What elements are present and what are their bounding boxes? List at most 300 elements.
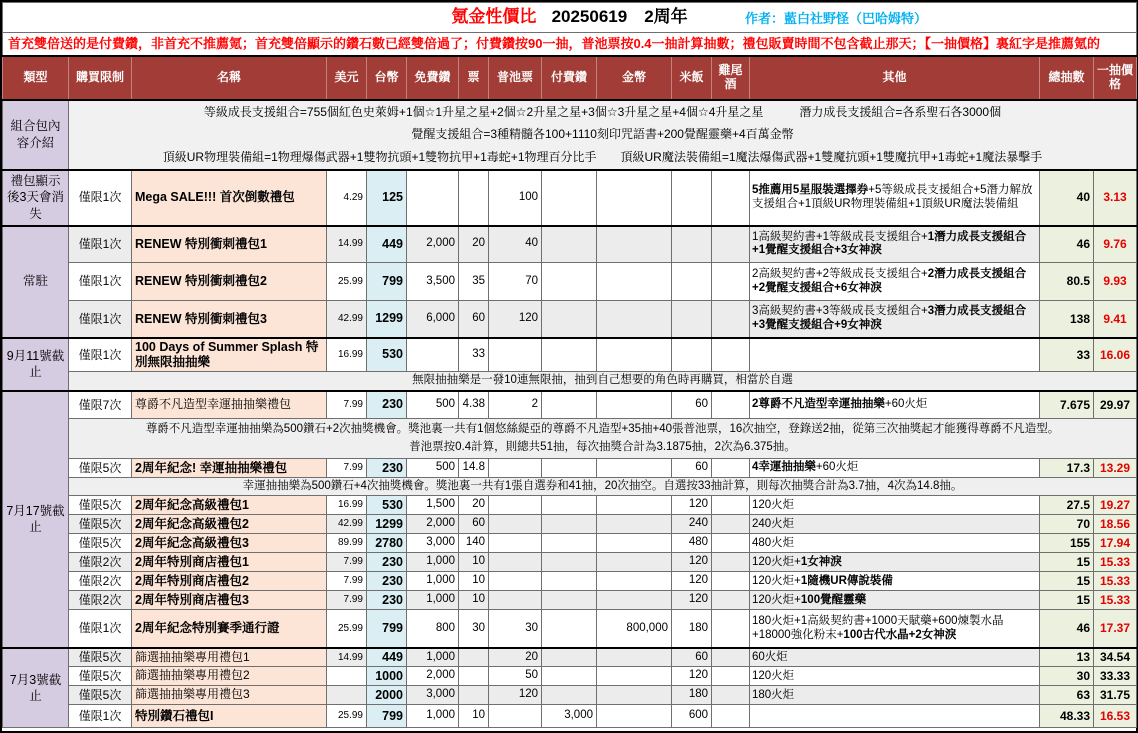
cell-limit: 僅限5次: [69, 459, 132, 478]
cell-cocktail: [712, 667, 750, 686]
cell-total-pulls: 63: [1040, 686, 1094, 705]
note-text: [69, 419, 1137, 459]
cell-cocktail: [712, 515, 750, 534]
note-line: 尊爵不凡造型幸運抽抽樂為500鑽石+2次抽獎機會。獎池裏一共有1個悠絲緹亞的尊爵不凡造型+35抽+40張普池票，16次抽空，登錄送2抽，從第三次抽獎起才能獲得尊爵不凡造型。: [145, 423, 1060, 436]
cell-total-pulls: 40: [1040, 170, 1094, 226]
cell-total-pulls: 138: [1040, 301, 1094, 338]
cell-rice: 120: [672, 572, 712, 591]
page-title: 氪金性價比: [451, 7, 537, 27]
cell-other: 120火炬+100覺醒靈藥: [750, 591, 1040, 610]
cell-ticket: 30: [459, 610, 489, 648]
cell-price-per-pull: 15.33: [1094, 591, 1137, 610]
combo-pack-intro: [69, 100, 1137, 170]
cell-ticket: [459, 686, 489, 705]
cell-cocktail: [712, 263, 750, 301]
cell-pool-ticket: [489, 591, 542, 610]
cell-pool-ticket: 50: [489, 667, 542, 686]
cell-paid-diamond: [542, 553, 597, 572]
cell-name: 篩選抽抽樂專用禮包3: [132, 686, 327, 705]
cell-limit: 僅限7次: [69, 391, 132, 419]
cell-limit: 僅限5次: [69, 534, 132, 553]
section-intro-label: 組合包內容介紹: [3, 100, 69, 170]
cell-limit: 僅限5次: [69, 496, 132, 515]
cell-free-diamond: 1,000: [407, 591, 459, 610]
table-row: [3, 572, 1137, 591]
cell-twd: 1299: [367, 515, 407, 534]
cell-rice: 240: [672, 515, 712, 534]
cell-other: 120火炬: [750, 667, 1040, 686]
cell-rice: 60: [672, 459, 712, 478]
cell-twd: 230: [367, 459, 407, 478]
cell-gold: [597, 667, 672, 686]
cell-rice: 60: [672, 648, 712, 667]
cell-paid-diamond: [542, 226, 597, 263]
cell-twd: 230: [367, 591, 407, 610]
cell-price-per-pull: 17.94: [1094, 534, 1137, 553]
cell-free-diamond: 800: [407, 610, 459, 648]
cell-cocktail: [712, 572, 750, 591]
cell-limit: 僅限2次: [69, 553, 132, 572]
cell-usd: 89.99: [327, 534, 367, 553]
cell-name: 尊爵不凡造型幸運抽抽樂禮包: [132, 391, 327, 419]
section-label: 7月3號截止: [3, 648, 69, 728]
cell-total-pulls: 13: [1040, 648, 1094, 667]
cell-free-diamond: 2,000: [407, 226, 459, 263]
header-total-pulls: 總抽數: [1040, 56, 1094, 100]
cell-free-diamond: 3,500: [407, 263, 459, 301]
table-row: [3, 553, 1137, 572]
note-row: [3, 372, 1137, 391]
header-cocktail: 雞尾酒: [712, 56, 750, 100]
table-row: [3, 226, 1137, 263]
cell-rice: 180: [672, 610, 712, 648]
cell-paid-diamond: 3,000: [542, 705, 597, 728]
cell-rice: 600: [672, 705, 712, 728]
cell-ticket: 10: [459, 705, 489, 728]
cell-rice: [672, 338, 712, 372]
table-row: [3, 705, 1137, 728]
cell-gold: [597, 301, 672, 338]
cell-pool-ticket: [489, 459, 542, 478]
table-row: [3, 391, 1137, 419]
cell-ticket: 10: [459, 591, 489, 610]
cell-cocktail: [712, 170, 750, 226]
cell-limit: 僅限2次: [69, 591, 132, 610]
table-row: [3, 648, 1137, 667]
cell-rice: 120: [672, 496, 712, 515]
cell-ticket: 20: [459, 226, 489, 263]
cell-name: 2周年紀念特別賽季通行證: [132, 610, 327, 648]
cell-price-per-pull: 3.13: [1094, 170, 1137, 226]
cell-pool-ticket: 100: [489, 170, 542, 226]
cell-twd: 799: [367, 610, 407, 648]
cell-gold: [597, 391, 672, 419]
cell-gold: [597, 648, 672, 667]
header-rice: 米飯: [672, 56, 712, 100]
cell-name: 2周年紀念高級禮包3: [132, 534, 327, 553]
cell-usd: 42.99: [327, 515, 367, 534]
cell-other: 60火炬: [750, 648, 1040, 667]
cell-other: 240火炬: [750, 515, 1040, 534]
cell-other: 180火炬: [750, 686, 1040, 705]
cell-limit: 僅限5次: [69, 648, 132, 667]
cell-paid-diamond: [542, 572, 597, 591]
cell-rice: 480: [672, 534, 712, 553]
table-row: [3, 515, 1137, 534]
cell-gold: [597, 705, 672, 728]
cell-ticket: 35: [459, 263, 489, 301]
cell-price-per-pull: 9.76: [1094, 226, 1137, 263]
cell-name: 2周年紀念! 幸運抽抽樂禮包: [132, 459, 327, 478]
cell-total-pulls: 70: [1040, 515, 1094, 534]
cell-name: 100 Days of Summer Splash 特別無限抽抽樂: [132, 338, 327, 372]
note-row: [3, 478, 1137, 496]
cell-price-per-pull: 15.33: [1094, 572, 1137, 591]
cell-gold: [597, 226, 672, 263]
notice-text: 首充雙倍送的是付費鑽，非首充不推薦氪；首充雙倍顯示的鑽石數已經雙倍過了；付費鑽按90一抽，普池票按0.4一抽計算抽數；禮包販賣時間不包含截止那天；【一抽價格】裏紅字是推薦氪的: [3, 33, 1137, 56]
cell-ticket: 10: [459, 553, 489, 572]
cell-total-pulls: 48.33: [1040, 705, 1094, 728]
cell-rice: [672, 170, 712, 226]
cell-gold: [597, 459, 672, 478]
cell-paid-diamond: [542, 391, 597, 419]
table-row: [3, 686, 1137, 705]
intro-line: 等級成長支援組合=755個紅色史萊姆+1個☆1升星之星+2個☆2升星之星+3個☆3升星之星+4個☆4升星之星 潛力成長支援組合=各系聖石各3000個: [203, 105, 1002, 120]
cell-total-pulls: 17.3: [1040, 459, 1094, 478]
cell-total-pulls: 80.5: [1040, 263, 1094, 301]
title-bar: [3, 3, 1137, 33]
cell-other: 3高級契約書+3等級成長支援組合+3潛力成長支援組合+3覺醒支援組合+9女神淚: [750, 301, 1040, 338]
cell-free-diamond: 1,500: [407, 496, 459, 515]
cell-other: 480火炬: [750, 534, 1040, 553]
cell-twd: 449: [367, 226, 407, 263]
header-twd: 台幣: [367, 56, 407, 100]
table-row: [3, 301, 1137, 338]
cell-price-per-pull: 15.33: [1094, 553, 1137, 572]
intro-line: 覺醒支援組合=3種精髓各100+1110刻印咒語書+200覺醒靈藥+4百萬金幣: [411, 127, 794, 142]
table-row: [3, 496, 1137, 515]
cell-gold: [597, 515, 672, 534]
cell-pool-ticket: 40: [489, 226, 542, 263]
note-text: 無限抽抽樂是一發10連無限抽，抽到自己想要的角色時再購買，相當於自選: [69, 372, 1137, 391]
cell-limit: 僅限1次: [69, 338, 132, 372]
cell-price-per-pull: 13.29: [1094, 459, 1137, 478]
cell-pool-ticket: 120: [489, 686, 542, 705]
cell-twd: 2000: [367, 686, 407, 705]
cell-cocktail: [712, 459, 750, 478]
cell-other: 120火炬+1女神淚: [750, 553, 1040, 572]
cell-cocktail: [712, 591, 750, 610]
cell-ticket: 10: [459, 572, 489, 591]
cell-cocktail: [712, 534, 750, 553]
cell-paid-diamond: [542, 496, 597, 515]
cell-rice: 180: [672, 686, 712, 705]
cell-pool-ticket: 2: [489, 391, 542, 419]
cell-ticket: 4.38: [459, 391, 489, 419]
cell-other: 2尊爵不凡造型幸運抽抽樂+60火炬: [750, 391, 1040, 419]
cell-ticket: 20: [459, 496, 489, 515]
cell-paid-diamond: [542, 686, 597, 705]
cell-usd: 16.99: [327, 338, 367, 372]
cell-total-pulls: 7.675: [1040, 391, 1094, 419]
cell-gold: [597, 686, 672, 705]
section-label: 9月11號截止: [3, 338, 69, 391]
cell-rice: 120: [672, 591, 712, 610]
header-pool-ticket: 普池票: [489, 56, 542, 100]
cell-paid-diamond: [542, 459, 597, 478]
note-line: 普池票按0.4計算，則總共51抽，每次抽獎合計為3.1875抽，2次為6.375抽。: [409, 440, 796, 453]
cell-usd: 25.99: [327, 263, 367, 301]
cell-other: 2高級契約書+2等級成長支援組合+2潛力成長支援組合+2覺醒支援組合+6女神淚: [750, 263, 1040, 301]
cell-twd: 230: [367, 553, 407, 572]
cell-total-pulls: 33: [1040, 338, 1094, 372]
table-row: [3, 263, 1137, 301]
cell-usd: 14.99: [327, 648, 367, 667]
cell-price-per-pull: 34.54: [1094, 648, 1137, 667]
section-label: 7月17號截止: [3, 391, 69, 648]
cell-paid-diamond: [542, 170, 597, 226]
cell-other: 4幸運抽抽樂+60火炬: [750, 459, 1040, 478]
cell-free-diamond: 1,000: [407, 572, 459, 591]
cell-pool-ticket: [489, 496, 542, 515]
cell-limit: 僅限2次: [69, 572, 132, 591]
cell-twd: 530: [367, 496, 407, 515]
cell-free-diamond: 1,000: [407, 705, 459, 728]
cell-gold: 800,000: [597, 610, 672, 648]
cell-name: RENEW 特別衝刺禮包3: [132, 301, 327, 338]
table-row: [3, 534, 1137, 553]
cell-cocktail: [712, 686, 750, 705]
cell-usd: 7.99: [327, 572, 367, 591]
cell-paid-diamond: [542, 301, 597, 338]
cell-paid-diamond: [542, 263, 597, 301]
header-ticket: 票: [459, 56, 489, 100]
cell-paid-diamond: [542, 648, 597, 667]
title-row: [3, 3, 1137, 33]
header-limit: 購買限制: [69, 56, 132, 100]
cell-twd: 799: [367, 263, 407, 301]
cell-total-pulls: 46: [1040, 610, 1094, 648]
cell-rice: 120: [672, 553, 712, 572]
header-row: [3, 56, 1137, 100]
cell-ticket: [459, 170, 489, 226]
cell-usd: [327, 686, 367, 705]
cell-cocktail: [712, 705, 750, 728]
cell-cocktail: [712, 553, 750, 572]
cell-free-diamond: [407, 338, 459, 372]
cell-cocktail: [712, 338, 750, 372]
cell-name: 2周年紀念高級禮包2: [132, 515, 327, 534]
cell-total-pulls: 15: [1040, 572, 1094, 591]
cell-price-per-pull: 29.97: [1094, 391, 1137, 419]
cell-ticket: 33: [459, 338, 489, 372]
cell-name: 特別鑽石禮包I: [132, 705, 327, 728]
cell-usd: 16.99: [327, 496, 367, 515]
cell-gold: [597, 572, 672, 591]
cell-total-pulls: 155: [1040, 534, 1094, 553]
cell-gold: [597, 591, 672, 610]
note-row: [3, 419, 1137, 459]
cell-cocktail: [712, 610, 750, 648]
cell-name: 2周年特別商店禮包2: [132, 572, 327, 591]
cell-twd: 230: [367, 572, 407, 591]
cell-name: Mega SALE!!! 首次倒數禮包: [132, 170, 327, 226]
cell-paid-diamond: [542, 338, 597, 372]
cell-twd: 230: [367, 391, 407, 419]
intro-row: [3, 100, 1137, 170]
cell-free-diamond: 3,000: [407, 534, 459, 553]
notice-row: [3, 33, 1137, 56]
cell-total-pulls: 46: [1040, 226, 1094, 263]
cell-rice: [672, 226, 712, 263]
cell-free-diamond: 2,000: [407, 667, 459, 686]
cell-pool-ticket: [489, 553, 542, 572]
header-gold: 金幣: [597, 56, 672, 100]
cell-paid-diamond: [542, 534, 597, 553]
cell-paid-diamond: [542, 515, 597, 534]
header-other: 其他: [750, 56, 1040, 100]
cell-limit: 僅限1次: [69, 170, 132, 226]
cell-free-diamond: [407, 170, 459, 226]
title-date: 20250619 2周年: [551, 7, 688, 27]
cell-cocktail: [712, 391, 750, 419]
cell-gold: [597, 170, 672, 226]
cell-ticket: [459, 648, 489, 667]
cell-price-per-pull: 19.27: [1094, 496, 1137, 515]
cell-other: [750, 338, 1040, 372]
cell-price-per-pull: 16.53: [1094, 705, 1137, 728]
cell-free-diamond: 1,000: [407, 553, 459, 572]
header-type: 類型: [3, 56, 69, 100]
cell-limit: 僅限1次: [69, 705, 132, 728]
cell-free-diamond: 6,000: [407, 301, 459, 338]
header-price-per-pull: 一抽價格: [1094, 56, 1137, 100]
header-free-diamond: 免費鑽: [407, 56, 459, 100]
cell-name: 2周年特別商店禮包3: [132, 591, 327, 610]
cell-pool-ticket: 30: [489, 610, 542, 648]
section-label: 常駐: [3, 226, 69, 338]
cell-price-per-pull: 9.41: [1094, 301, 1137, 338]
note-text: 幸運抽抽樂為500鑽石+4次抽獎機會。獎池裏一共有1張自選券和41抽，20次抽空。自選按33抽計算，則每次抽獎合計為3.7抽，4次為14.8抽。: [69, 478, 1137, 496]
header-paid-diamond: 付費鑽: [542, 56, 597, 100]
cell-gold: [597, 553, 672, 572]
cell-pool-ticket: [489, 705, 542, 728]
cell-free-diamond: 3,000: [407, 686, 459, 705]
cell-usd: [327, 667, 367, 686]
cell-total-pulls: 30: [1040, 667, 1094, 686]
cell-free-diamond: 2,000: [407, 515, 459, 534]
cell-gold: [597, 263, 672, 301]
cell-ticket: 60: [459, 515, 489, 534]
cell-usd: 7.99: [327, 591, 367, 610]
cell-twd: 1299: [367, 301, 407, 338]
cell-other: 120火炬+1隨機UR傳說裝備: [750, 572, 1040, 591]
cell-gold: [597, 496, 672, 515]
author-credit: 作者：藍白社野怪（巴哈姆特）: [745, 11, 928, 26]
cell-limit: 僅限1次: [69, 263, 132, 301]
cell-name: RENEW 特別衝刺禮包1: [132, 226, 327, 263]
section-label: 禮包顯示後3天會消失: [3, 170, 69, 226]
cell-ticket: [459, 667, 489, 686]
cell-free-diamond: 500: [407, 459, 459, 478]
intro-line: 頂級UR物理裝備組=1物理爆傷武器+1雙物抗頭+1雙物抗甲+1毒蛇+1物理百分比手 頂級UR魔法裝備組=1魔法爆傷武器+1雙魔抗頭+1雙魔抗甲+1毒蛇+1魔法暴擊手: [162, 149, 1043, 164]
cell-rice: 60: [672, 391, 712, 419]
cell-ticket: 140: [459, 534, 489, 553]
cell-price-per-pull: 16.06: [1094, 338, 1137, 372]
cell-twd: 799: [367, 705, 407, 728]
cell-paid-diamond: [542, 610, 597, 648]
header-name: 名稱: [132, 56, 327, 100]
cell-pool-ticket: [489, 338, 542, 372]
cell-cocktail: [712, 496, 750, 515]
cell-usd: 7.99: [327, 553, 367, 572]
table-row: [3, 610, 1137, 648]
cell-paid-diamond: [542, 667, 597, 686]
cell-other: 120火炬: [750, 496, 1040, 515]
cell-other: [750, 705, 1040, 728]
cell-gold: [597, 534, 672, 553]
cell-twd: 2780: [367, 534, 407, 553]
cell-twd: 125: [367, 170, 407, 226]
cell-name: RENEW 特別衝刺禮包2: [132, 263, 327, 301]
table-row: [3, 459, 1137, 478]
cell-cocktail: [712, 648, 750, 667]
cell-limit: 僅限1次: [69, 226, 132, 263]
cell-total-pulls: 15: [1040, 591, 1094, 610]
cell-limit: 僅限5次: [69, 515, 132, 534]
cell-usd: 14.99: [327, 226, 367, 263]
cell-price-per-pull: 18.56: [1094, 515, 1137, 534]
cell-usd: 4.29: [327, 170, 367, 226]
cell-twd: 449: [367, 648, 407, 667]
cell-cocktail: [712, 226, 750, 263]
price-comparison-table: [2, 2, 1137, 728]
cell-limit: 僅限5次: [69, 667, 132, 686]
cell-pool-ticket: [489, 572, 542, 591]
cell-pool-ticket: [489, 515, 542, 534]
cell-total-pulls: 27.5: [1040, 496, 1094, 515]
cell-total-pulls: 15: [1040, 553, 1094, 572]
table-row: [3, 667, 1137, 686]
cell-twd: 530: [367, 338, 407, 372]
cell-limit: 僅限1次: [69, 301, 132, 338]
cell-other: 180火炬+1高級契約書+1000天賦藥+600煉製水晶+18000強化粉末+100古代水晶+2女神淚: [750, 610, 1040, 648]
cell-price-per-pull: 17.37: [1094, 610, 1137, 648]
cell-rice: [672, 263, 712, 301]
cell-pool-ticket: 120: [489, 301, 542, 338]
cell-other: 1高級契約書+1等級成長支援組合+1潛力成長支援組合+1覺醒支援組合+3女神淚: [750, 226, 1040, 263]
cell-name: 2周年特別商店禮包1: [132, 553, 327, 572]
cell-free-diamond: 1,000: [407, 648, 459, 667]
cell-cocktail: [712, 301, 750, 338]
header-usd: 美元: [327, 56, 367, 100]
cell-other: 5推薦用5星服裝選擇券+5等級成長支援組合+5潛力解放支援組合+1頂級UR物理裝備組+1頂級UR魔法裝備組: [750, 170, 1040, 226]
cell-ticket: 60: [459, 301, 489, 338]
cell-pool-ticket: [489, 534, 542, 553]
table-row: [3, 591, 1137, 610]
cell-price-per-pull: 9.93: [1094, 263, 1137, 301]
table-row: [3, 338, 1137, 372]
cell-usd: 42.99: [327, 301, 367, 338]
cell-pool-ticket: 70: [489, 263, 542, 301]
cell-price-per-pull: 33.33: [1094, 667, 1137, 686]
cell-name: 篩選抽抽樂專用禮包2: [132, 667, 327, 686]
cell-name: 篩選抽抽樂專用禮包1: [132, 648, 327, 667]
cell-gold: [597, 338, 672, 372]
cell-name: 2周年紀念高級禮包1: [132, 496, 327, 515]
cell-rice: [672, 301, 712, 338]
cell-usd: 25.99: [327, 705, 367, 728]
